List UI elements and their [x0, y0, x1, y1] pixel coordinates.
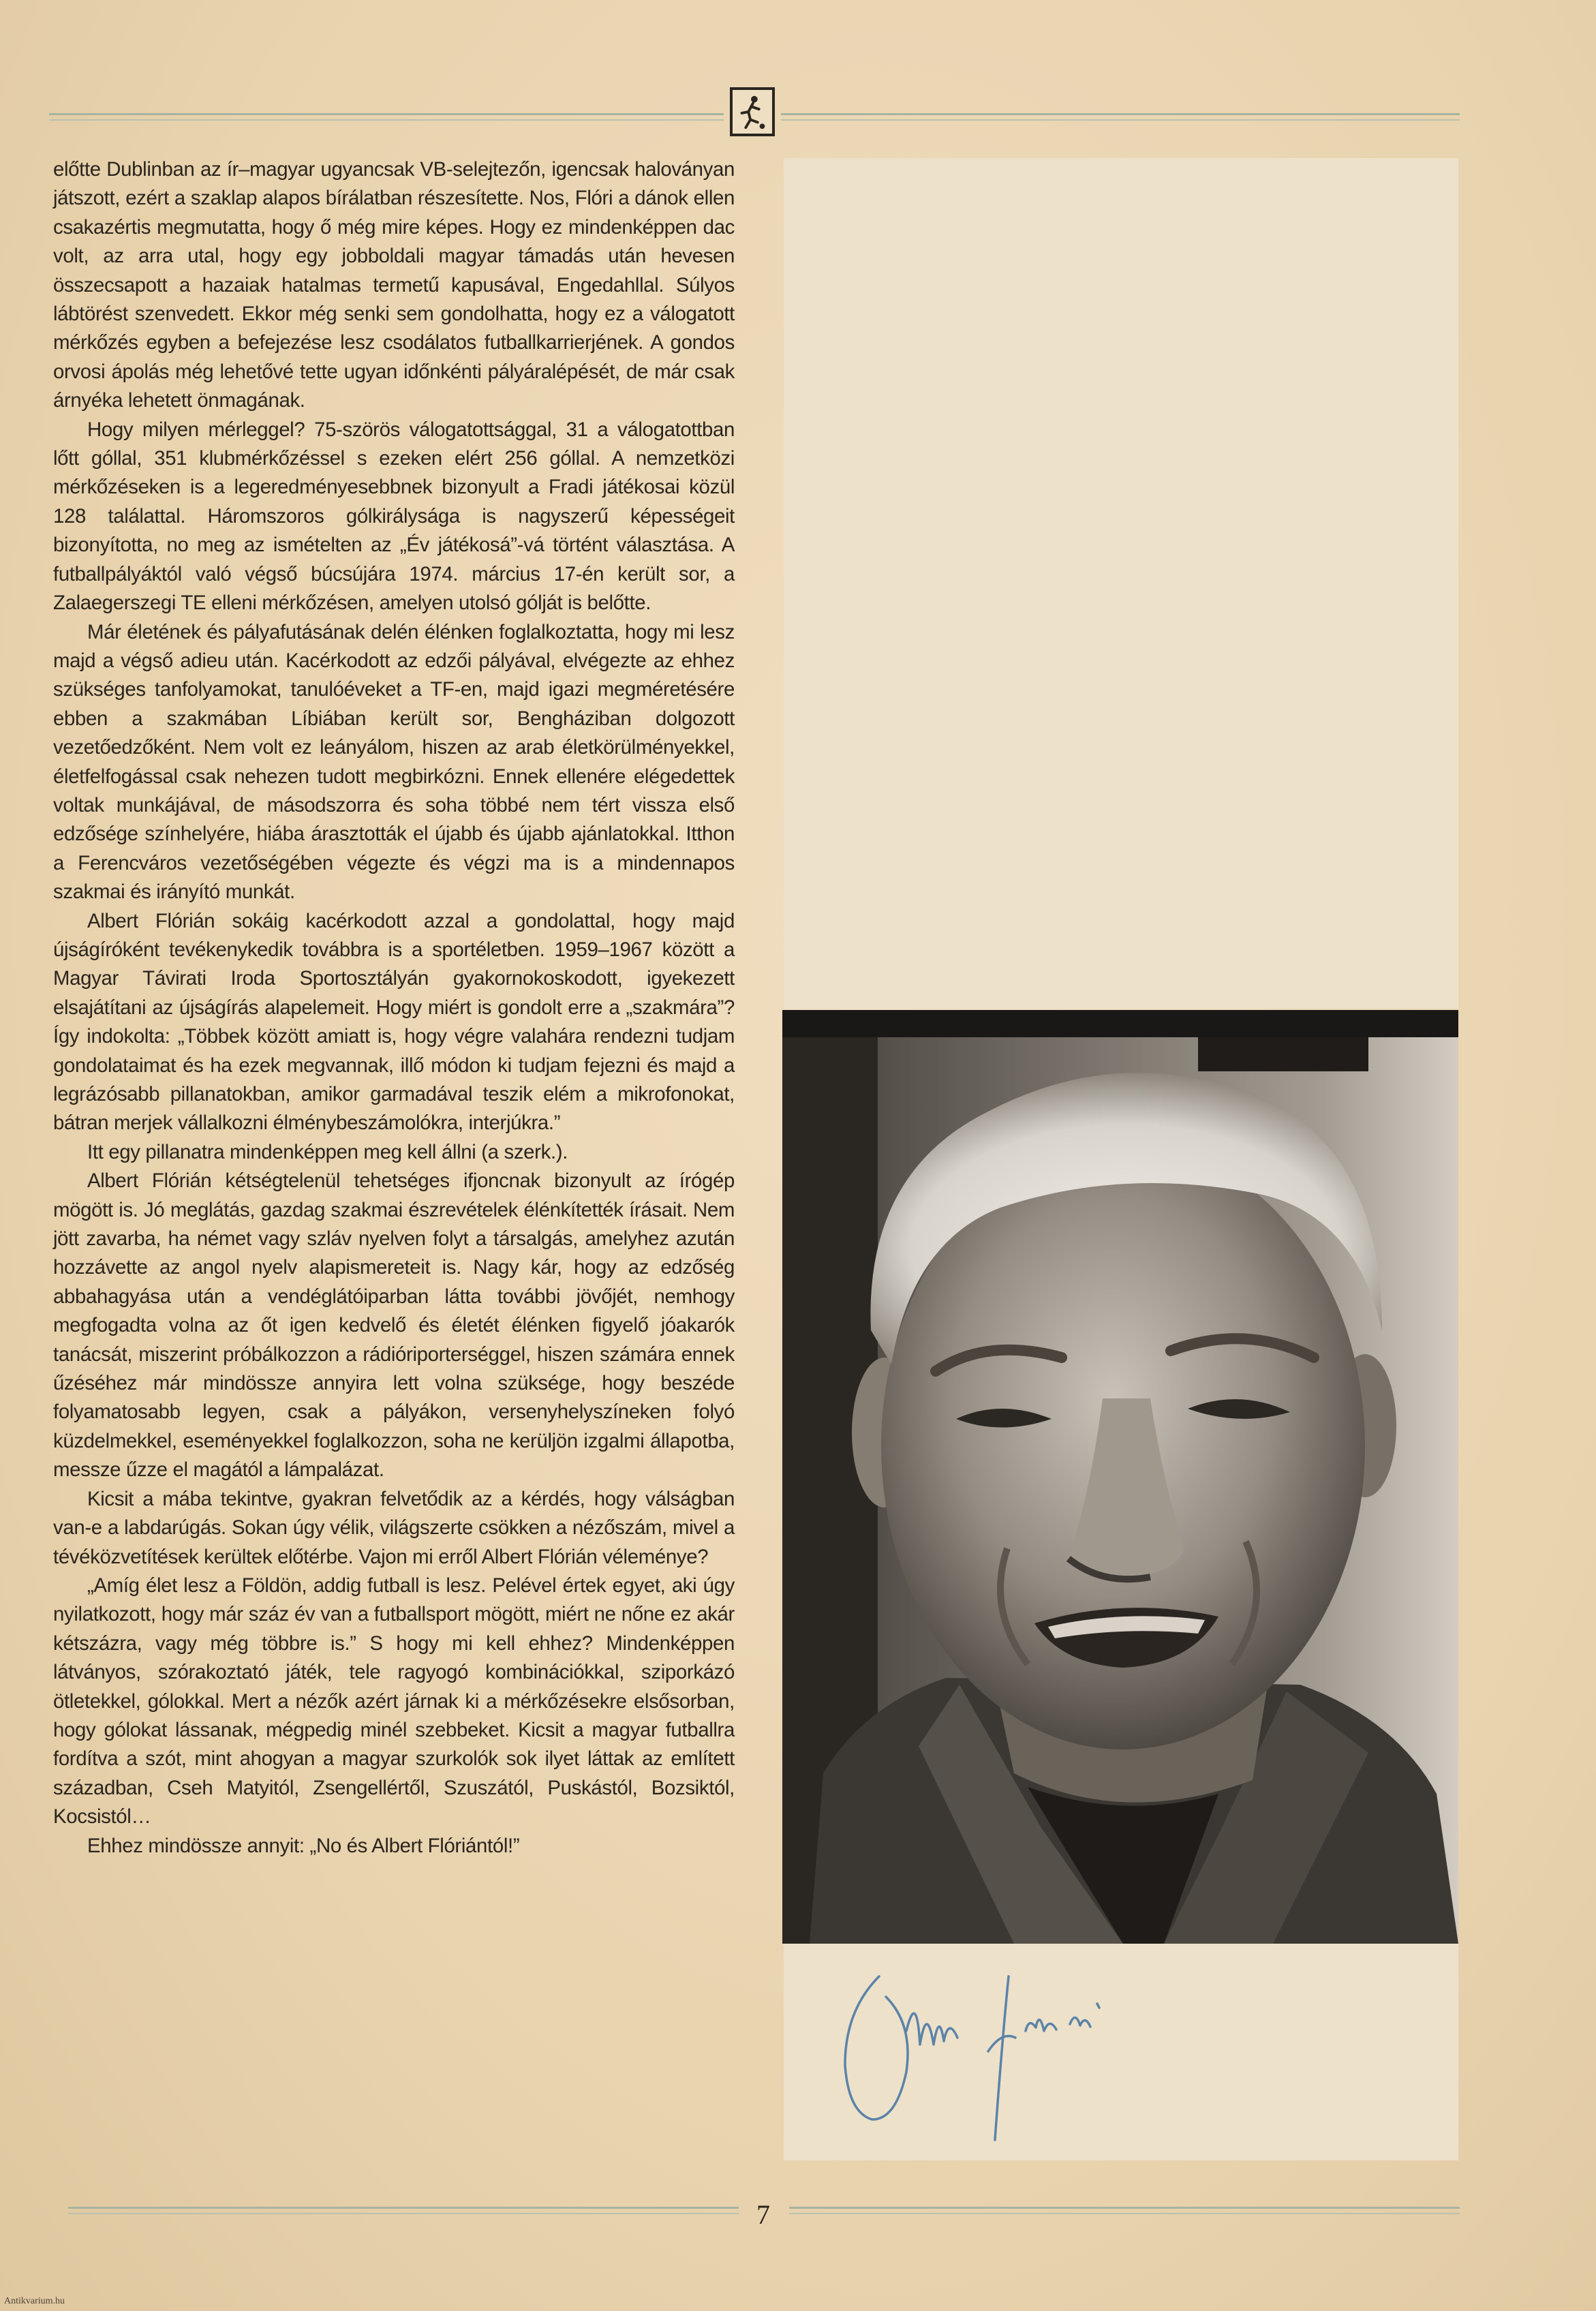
- paragraph: „Amíg élet lesz a Földön, addig futball is lesz. Pelével értek egyet, aki úgy nyilatkozott, hogy már száz év van a futballsport mögött, miért ne nőne ez akár kétszázra, vagy még többre is.” S hogy mi kell ehhez? Mindenképpen látványos, szórakoztató játék, tele ragyogó kombinációkkal, sziporkázó ötletekkel, gólokkal. Mert a nézők azért járnak ki a mérkőzésekre elsősorban, hogy gólokat lássanak, mégpedig minél szebbeket. Kicsit a magyar futballra fordítva a szót, mint ahogyan a magyar szurkolók sok ilyet láttak az említett században, Cseh Matyitól, Zsengellértől, Szuszától, Puskástól, Bozsiktól, Kocsistól…: [53, 1574, 735, 1828]
- blank-plate: [784, 158, 1458, 1009]
- paragraph: Albert Flórián sokáig kacérkodott azzal a gondolattal, hogy majd újságíróként tevékenykedik továbbra is a sportéletben. 1959–1967 között a Magyar Távirati Iroda Sportosztályán gyakornokoskodott, igyekezett elsajátítani az újságírás alapelemeit. Hogy miért is gondolt erre a „szakmára”? Így indokolta: „Többek között amiatt is, hogy végre valahára rendezni tudjam gondolataimat és ha ezek megvannak, illő módon ki tudjam fejezni és majd a legrázósabb pillanatokban, amikor garmadával teszik elém a mikrofonokat, bátran merjek vállalkozni élménybeszámolókra, interjúkra.”: [53, 909, 735, 1135]
- page-number: 7: [756, 2199, 770, 2230]
- article-text: [53, 155, 735, 1861]
- paragraph: előtte Dublinban az ír–magyar ugyancsak VB-selejtezőn, igencsak haloványan játszott, ezért a szaklap alapos bírálatban részesítette. Nos, Flóri a dánok ellen csakazértis megmutatta, hogy ő még mire képes. Hogy ez mindenképpen dac volt, az arra utal, hogy egy jobboldali magyar támadás után hevesen összecsapott a hazaiak hatalmas termetű kapusával, Engedahllal. Súlyos lábtörést szenvedett. Ekkor még senki sem gondolhatta, hogy ez a válogatott mérkőzés egyben a befejezése lesz csodálatos futballkarrierjének. A gondos orvosi ápolás még lehetővé tette ugyan időnkénti pályáralépését, de már csak árnyéka lehetett önmagának.: [53, 158, 735, 412]
- paragraph: Albert Flórián kétségtelenül tehetséges ifjoncnak bizonyult az írógép mögött is. Jó meglátás, gazdag szakmai észrevételek élénkítették írásait. Nem jött zavarba, ha német vagy szláv nyelven folyt a társalgás, amelyhez azután hozzávette az angol nyelv alapismereteit is. Nagy kár, hogy az edzőség abbahagyása után a vendéglátóiparban látta további jövőjét, nemhogy megfogadta volna az őt igen kedvelő és életét élénken figyelő jóakarók tanácsát, miszerint próbálkozzon a rádióriporterséggel, hiszen számára ennek űzéséhez már mindössze annyira lett volna szüksége, hogy beszéde folyamatosabb legyen, csak a pályákon, versenyhelyszíneken folyó küzdelmekkel, eseményekkel foglalkozzon, soha ne kerüljön izgalmi állapotba, messze űzze el magától a lámpalázat.: [53, 1169, 735, 1482]
- paragraph: Már életének és pályafutásának delén élénken foglalkoztatta, hogy mi lesz majd a végső adieu után. Kacérkodott az edzői pályával, elvégezte az ehhez szükséges tanfolyamokat, tanulóéveket a TF-en, majd igazi megméretésére ebben a szakmában Líbiában került sor, Bengháziban dolgozott vezetőedzőként. Nem volt ez leányálom, hiszen az arab életkörülményekkel, életfelfogással csak nehezen tudott megbirkózni. Ennek ellenére elégedettek voltak munkájával, de másodszorra és soha többé nem tért vissza első edzősége színhelyére, hiába árasztották el újabb és újabb ajánlatokkal. Itthon a Ferencváros vezetőségében végezte és végzi ma is a mindennapos szakmai és irányító munkát.: [53, 620, 735, 904]
- watermark: Antikvarium.hu: [4, 2296, 65, 2306]
- handwritten-signature: [831, 1949, 1213, 2154]
- paragraph: Ehhez mindössze annyit: „No és Albert Flóriántól!”: [87, 1834, 520, 1857]
- football-player-emblem-icon: [730, 87, 775, 136]
- paragraph: Itt egy pillanatra mindenképpen meg kell állni (a szerk.).: [87, 1140, 568, 1163]
- paragraph: Hogy milyen mérleggel? 75-szörös válogatottsággal, 31 a válogatottban lőtt góllal, 351 klubmérkőzéssel s ezeken elért 256 góllal. A nemzetközi mérkőzéseken is a legeredményesebbnek bizonyult a Fradi játékosai közül 128 találattal. Háromszoros gólkirálysága is nagyszerű képességeit bizonyította, no meg az ismételten az „Év játékosá”-vá történt választása. A futballpályáktól való végső búcsújára 1974. március 17-én került sor, a Zalaegerszegi TE elleni mérkőzésen, amelyen utolsó gólját is belőtte.: [53, 418, 735, 615]
- paragraph: Kicsit a mába tekintve, gyakran felvetődik az a kérdés, hogy válságban van-e a labdarúgás. Sokan úgy vélik, világszerte csökken a nézőszám, mivel a tévéközvetítések kerültek előtérbe. Vajon mi erről Albert Flórián véleménye?: [53, 1487, 735, 1568]
- portrait-photo: [782, 1010, 1458, 1944]
